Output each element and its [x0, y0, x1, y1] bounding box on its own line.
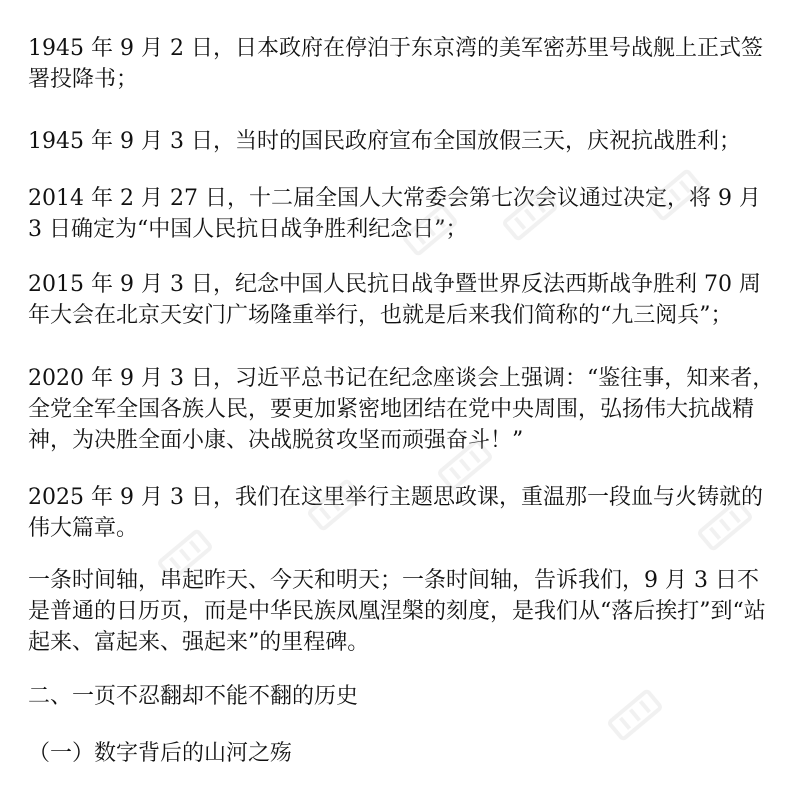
section-heading: 二、一页不忍翻却不能不翻的历史 [28, 684, 359, 709]
paragraph-timeline-summary: 一条时间轴，串起昨天、今天和明天；一条时间轴，告诉我们，9 月 3 日不是普通的日历页，而是中华民族凤凰涅槃的刻度，是我们从“落后挨打”到“站起来、富起来、强起来”的里程碑。 [28, 568, 766, 655]
paragraph-1945-sept-2: 1945 年 9 月 2 日，日本政府在停泊于东京湾的美军密苏里号战舰上正式签署投降书； [28, 36, 763, 92]
subsection-heading: （一）数字背后的山河之殇 [28, 741, 293, 766]
paragraph-2015-sept-3: 2015 年 9 月 3 日，纪念中国人民抗日战争暨世界反法西斯战争胜利 70 周年大会在北京天安门广场隆重举行，也就是后来我们简称的“九三阅兵”； [28, 272, 761, 328]
paragraph-2014-feb-27: 2014 年 2 月 27 日，十二届全国人大常委会第七次会议通过决定，将 9 月 3 日确定为“中国人民抗日战争胜利纪念日”； [28, 186, 761, 242]
paragraph-2020-sept-3: 2020 年 9 月 3 日，习近平总书记在纪念座谈会上强调：“鉴往事，知来者，全党全军全国各族人民，要更加紧密地团结在党中央周围，弘扬伟大抗战精神，为决胜全面小康、决战脱贫攻坚而顽强奋斗！” [28, 366, 775, 453]
paragraph-2025-sept-3: 2025 年 9 月 3 日，我们在这里举行主题思政课，重温那一段血与火铸就的伟大篇章。 [28, 485, 763, 541]
paragraph-1945-sept-3: 1945 年 9 月 3 日，当时的国民政府宣布全国放假三天，庆祝抗战胜利； [28, 129, 741, 154]
